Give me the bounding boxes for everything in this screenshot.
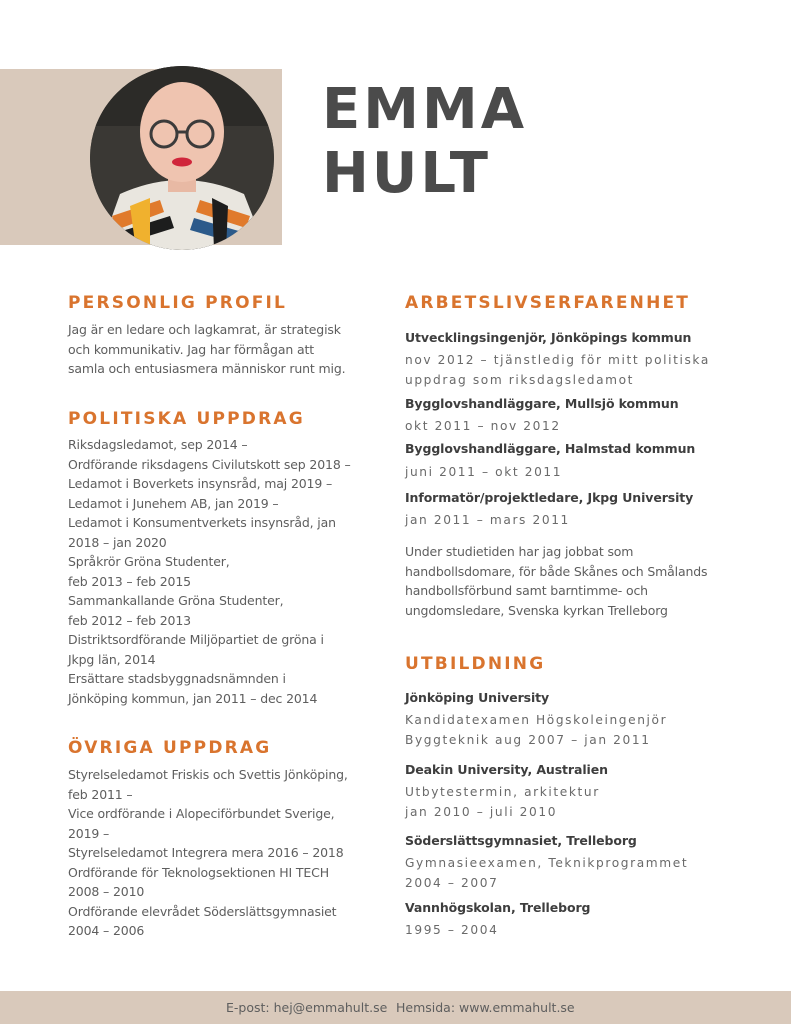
education-entry-details	[405, 853, 688, 893]
work-entry-dates	[405, 510, 570, 530]
education-entry-details	[405, 710, 667, 750]
profile-line: och kommunikativ. Jag har förmågan att	[68, 341, 314, 357]
other-heading: ÖVRIGA UPPDRAG	[68, 738, 272, 758]
education-entry-details	[405, 782, 600, 822]
last-name: HULT	[322, 141, 491, 206]
political-item: Ersättare stadsbyggnadsnämnden i	[68, 671, 286, 686]
political-item: Jönköping kommun, jan 2011 – dec 2014	[68, 690, 318, 706]
work-entry-line: nov 2012 – tjänstledig för mitt politiska	[405, 353, 710, 367]
other-item: Vice ordförande i Alopeciförbundet Sverige,	[68, 806, 335, 821]
other-item: Ordförande för Teknologsektionen HI TECH	[68, 864, 329, 880]
work-note-line: ungdomsledare, Svenska kyrkan Trelleborg	[405, 602, 668, 618]
work-entry-line: uppdrag som riksdagsledamot	[405, 373, 635, 387]
education-entry-line: jan 2010 – juli 2010	[405, 805, 558, 819]
political-heading: POLITISKA UPPDRAG	[68, 409, 305, 429]
candidate-name	[322, 78, 527, 206]
education-entry-title: Deakin University, Australien	[405, 762, 608, 777]
work-entry-dates	[405, 416, 561, 436]
work-note-line: handbollsförbund samt barntimme- och	[405, 583, 648, 598]
work-entry-line: okt 2011 – nov 2012	[405, 419, 561, 433]
other-item: 2019 –	[68, 825, 110, 841]
other-list	[68, 765, 348, 941]
political-item: 2018 – jan 2020	[68, 534, 167, 550]
portrait-photo-icon	[90, 66, 274, 250]
other-item: 2008 – 2010	[68, 884, 145, 899]
education-entry-title: Vannhögskolan, Trelleborg	[405, 900, 591, 915]
political-item: Jkpg län, 2014	[68, 651, 156, 667]
first-name: EMMA	[322, 77, 528, 142]
work-heading: ARBETSLIVSERFARENHET	[405, 293, 691, 313]
political-item: Riksdagsledamot, sep 2014 –	[68, 437, 248, 452]
education-entry-line: 1995 – 2004	[405, 923, 499, 937]
political-item: Ledamot i Junehem AB, jan 2019 –	[68, 495, 279, 511]
education-entry-line: Kandidatexamen Högskoleingenjör	[405, 713, 668, 727]
other-item: Styrelseledamot Friskis och Svettis Jönköping,	[68, 767, 348, 782]
other-item: Styrelseledamot Integrera mera 2016 – 2018	[68, 845, 344, 860]
political-item: feb 2013 – feb 2015	[68, 573, 191, 589]
education-entry-line: Utbytestermin, arkitektur	[405, 785, 600, 799]
other-item: feb 2011 –	[68, 786, 133, 802]
political-item: Språkrör Gröna Studenter,	[68, 554, 230, 569]
political-item: Ordförande riksdagens Civilutskott sep 2018 –	[68, 456, 351, 472]
education-entry-details	[405, 920, 498, 940]
profile-line: samla och entusiasmera människor runt mig.	[68, 361, 346, 376]
footer-website-link[interactable]: Hemsida: www.emmahult.se	[396, 1000, 575, 1015]
work-entry-line: juni 2011 – okt 2011	[405, 465, 563, 479]
work-entry-title: Utvecklingsingenjör, Jönköpings kommun	[405, 330, 692, 345]
work-entry-dates	[405, 462, 562, 482]
political-list	[68, 435, 351, 708]
political-item: feb 2012 – feb 2013	[68, 612, 191, 628]
education-heading: UTBILDNING	[405, 654, 546, 674]
political-item: Sammankallande Gröna Studenter,	[68, 593, 284, 608]
work-entry-title: Bygglovshandläggare, Mullsjö kommun	[405, 396, 679, 411]
education-entry-title: Söderslättsgymnasiet, Trelleborg	[405, 833, 637, 848]
profile-photo	[90, 66, 274, 250]
other-item: Ordförande elevrådet Söderslättsgymnasiet	[68, 903, 337, 919]
profile-heading: PERSONLIG PROFIL	[68, 293, 288, 313]
work-entry-dates	[405, 350, 710, 390]
work-note	[405, 542, 707, 620]
work-entry-title: Bygglovshandläggare, Halmstad kommun	[405, 441, 696, 456]
political-item: Ledamot i Konsumentverkets insynsråd, jan	[68, 515, 336, 530]
work-entry-title: Informatör/projektledare, Jkpg University	[405, 490, 694, 505]
footer-email-link[interactable]: E-post: hej@emmahult.se	[226, 1000, 388, 1015]
political-item: Distriktsordförande Miljöpartiet de gröna i	[68, 632, 324, 647]
education-entry-title: Jönköping University	[405, 690, 550, 705]
political-item: Ledamot i Boverkets insynsråd, maj 2019 –	[68, 476, 333, 491]
profile-text	[68, 320, 345, 379]
work-note-line: handbollsdomare, för både Skånes och Smålands	[405, 563, 708, 579]
education-entry-line: Byggteknik aug 2007 – jan 2011	[405, 733, 651, 747]
work-note-line: Under studietiden har jag jobbat som	[405, 544, 634, 559]
profile-line: Jag är en ledare och lagkamrat, är strategisk	[68, 322, 341, 337]
work-entry-line: jan 2011 – mars 2011	[405, 513, 570, 527]
education-entry-line: 2004 – 2007	[405, 876, 499, 890]
other-item: 2004 – 2006	[68, 923, 145, 938]
education-entry-line: Gymnasieexamen, Teknikprogrammet	[405, 856, 689, 870]
